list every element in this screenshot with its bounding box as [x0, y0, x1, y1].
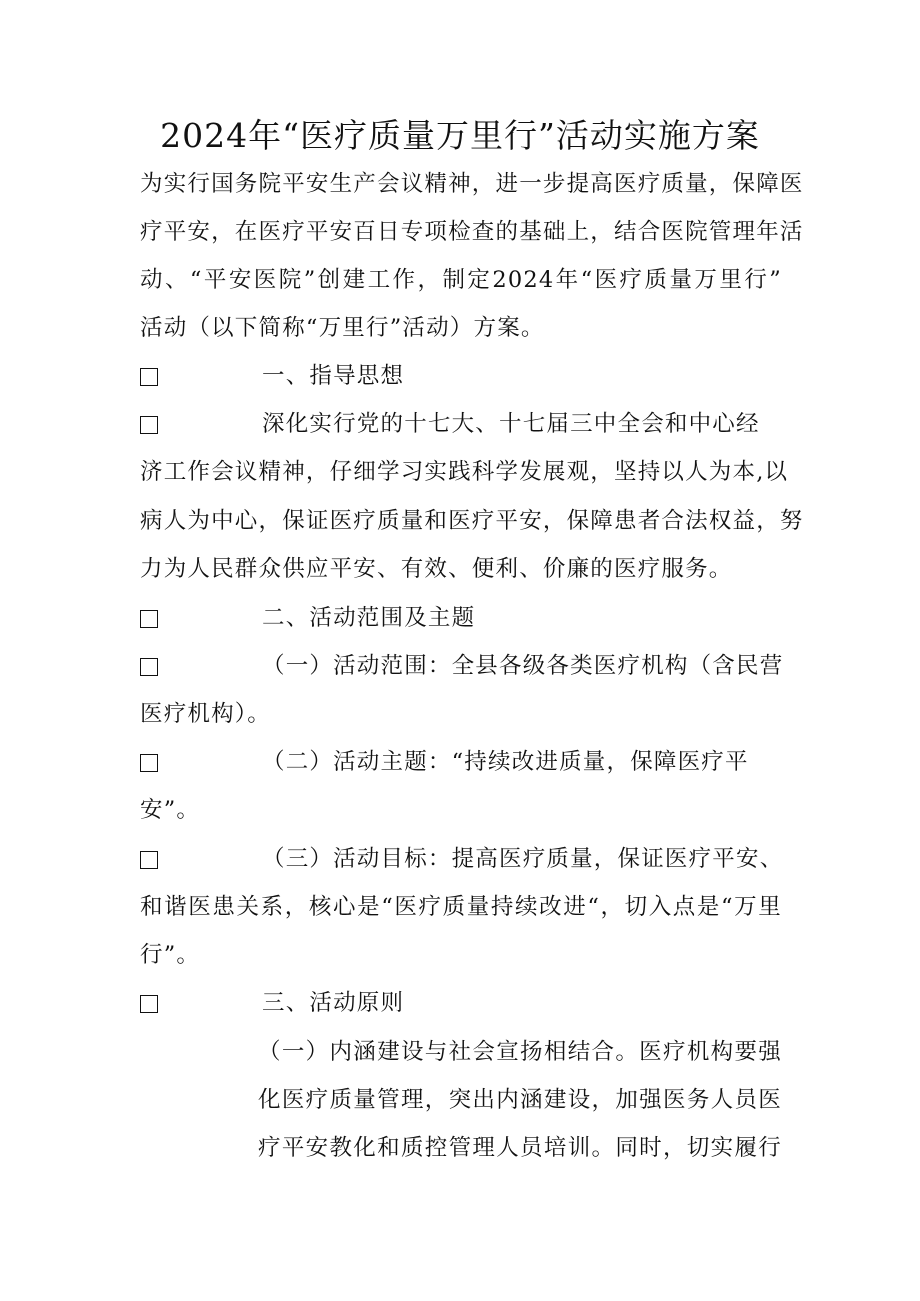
checkbox-icon	[140, 416, 158, 434]
document-title: 2024年“医疗质量万里行”活动实施方案	[160, 116, 760, 155]
checkbox-icon	[140, 995, 158, 1013]
intro-line-3: 动、“平安医院”创建工作，制定2024年“医疗质量万里行”	[140, 267, 782, 293]
section2-item1-line-1: （一）活动范围：全县各级各类医疗机构（含民营	[262, 653, 784, 679]
checkbox-icon	[140, 754, 158, 772]
section1-heading: 一、指导思想	[262, 363, 405, 389]
section1-line-4: 力为人民群众供应平安、有效、便利、价廉的医疗服务。	[140, 556, 733, 582]
checkbox-icon	[140, 368, 158, 386]
section2-item2-line-1: （二）活动主题：“持续改进质量，保障医疗平	[262, 749, 749, 775]
intro-line-4: 活动（以下简称“万里行”活动）方案。	[140, 315, 545, 341]
section1-line-3: 病人为中心，保证医疗质量和医疗平安，保障患者合法权益，努	[140, 508, 804, 534]
section2-item1-line-2: 医疗机构）。	[140, 701, 271, 727]
checkbox-icon	[140, 851, 158, 869]
section2-heading: 二、活动范围及主题	[262, 605, 476, 631]
section2-item3-line-3: 行”。	[140, 942, 201, 968]
section2-item2-line-2: 安”。	[140, 797, 201, 823]
section2-item3-line-1: （三）活动目标：提高医疗质量，保证医疗平安、	[262, 846, 784, 872]
intro-line-2: 疗平安，在医疗平安百日专项检查的基础上，结合医院管理年活	[140, 219, 804, 245]
section3-item1-line-3: 疗平安教化和质控管理人员培训。同时，切实履行	[258, 1135, 782, 1161]
checkbox-icon	[140, 610, 158, 628]
checkbox-icon	[140, 658, 158, 676]
section3-heading: 三、活动原则	[262, 990, 405, 1016]
section3-item1-line-2: 化医疗质量管理，突出内涵建设，加强医务人员医	[258, 1087, 782, 1113]
section1-line-2: 济工作会议精神，仔细学习实践科学发展观，坚持以人为本,以	[140, 459, 789, 485]
section1-line-1: 深化实行党的十七大、十七届三中全会和中心经	[262, 411, 760, 437]
section2-item3-line-2: 和谐医患关系，核心是“医疗质量持续改进“，切入点是“万里	[140, 894, 782, 920]
section3-item1-line-1: （一）内涵建设与社会宣扬相结合。医疗机构要强	[258, 1039, 782, 1065]
intro-line-1: 为实行国务院平安生产会议精神，进一步提高医疗质量，保障医	[140, 171, 804, 197]
